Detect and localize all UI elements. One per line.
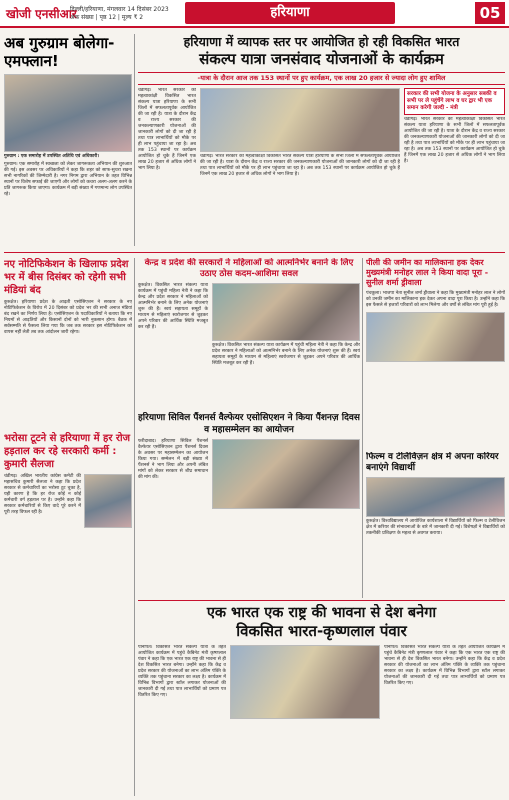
center-mid-body: कुरुक्षेत्र। विकसित भारत संकल्प यात्रा कार्यक्रम में पहुंची महिला नेत्री ने कहा कि केन्द्र और प्रदेश सरकार ने महिलाओं को आत्मनिर्भर बनाने के लिए अनेक योजनाएं शुरू की हैं। स्वयं सहायता समूहों के माध्यम से महिलाएं स्वरोजगार से जुड़कर अपने परिवार की आर्थिक स्थिति मजबूत कर रही हैं। <box>138 283 208 330</box>
selja-photo <box>84 474 132 528</box>
bottom-body-col1: पानीपत। विकसित भारत संकल्प यात्रा के तहत आयोजित कार्यक्रम में पहुंचे कैबिनेट मंत्री कृष्णलाल पंवार ने कहा कि एक भारत एक राष्ट्र की भावना से ही देश विकसित भारत बनेगा। उन्होंने कहा कि केंद्र व प्रदेश सरकार की योजनाओं का लाभ अंतिम पंक्ति के व्यक्ति तक पहुंचाना सरकार का लक्ष्य है। कार्यक्रम में विभिन्न विभागों द्वारा स्टॉल लगाकर योजनाओं की जानकारी दी गई तथा पात्र लाभार्थियों को प्रमाण पत्र वितरित किए गए। <box>138 645 226 698</box>
left-top-story <box>4 34 132 234</box>
masthead-edition: अंक संख्या | पृष्ठ 12 | मूल्य ₹ 2 <box>70 14 144 21</box>
center-low-headline: हरियाणा सिविल पैंशनर्स वैल्फेयर एसोसिएशन ने किया पैंशनज़ दिवस व महासम्मेलन का आयोजन <box>138 413 360 435</box>
bottom-photo <box>230 645 380 719</box>
left-mid-body: कुरुक्षेत्र। हरियाणा प्रदेश के आढ़ती एसोसिएशन ने सरकार के नए नोटिफिकेशन के विरोध में 20 दिसंबर को प्रदेश भर की सभी अनाज मंडियां बंद रखने का निर्णय लिया है। एसोसिएशन के पदाधिकारियों ने बताया कि नए नियमों से आढ़तियों और किसानों दोनों को भारी नुकसान होगा। बैठक में सर्वसम्मति से फैसला लिया गया कि जब तक सरकार इस नोटिफिकेशन को वापस नहीं लेती तब तक आंदोलन जारी रहेगा। <box>4 300 132 335</box>
section-title: हरियाणा <box>185 2 395 24</box>
main-subhead: -यात्रा के दौरान आज तक 153 स्थानों पर हुए कार्यक्रम, एक लाख 20 हजार से ज्यादा लोग हुए शामिल <box>138 72 505 85</box>
right-mid-body: पंचकूला। भाजपा नेता सुनील शर्मा ड्रीवाला ने कहा कि मुख्यमंत्री मनोहर लाल ने लोगों को उनकी जमीन का मालिकाना हक देकर अपना वादा पूरा किया है। उन्होंने कहा कि इस फैसले से हजारों परिवारों को लाभ मिलेगा और वर्षों से लंबित मांग पूरी हुई है। <box>366 291 505 308</box>
left-bottom-story <box>4 432 132 796</box>
left-mid-headline: नए नोटिफिकेशन के खिलाफ प्रदेश भर में बीस दिसंबर को रहेगी सभी मंडियां बंद <box>4 259 129 296</box>
right-low-photo <box>366 477 505 517</box>
newspaper-logo: खोजी एनसीआर <box>6 7 77 21</box>
main-headline-line2: संकल्प यात्रा जनसंवाद योजनाओं के कार्यक्रम <box>199 50 444 68</box>
main-banner-story <box>138 34 505 254</box>
bottom-banner-story <box>138 604 505 796</box>
left-mid-story <box>4 258 132 428</box>
main-body-col1: चंडीगढ़। भारत सरकार की महत्वाकांक्षी विकसित भारत संकल्प यात्रा हरियाणा के सभी जिलों में सफलतापूर्वक आयोजित की जा रही है। यात्रा के दौरान केंद्र व राज्य सरकार की जनकल्याणकारी योजनाओं की जानकारी लोगों को दी जा रही है तथा पात्र लाभार्थियों को मौके पर ही लाभ पहुंचाया जा रहा है। अब तक 153 स्थानों पर कार्यक्रम आयोजित हो चुके हैं जिनमें एक लाख 20 हजार से अधिक लोगों ने भाग लिया है। <box>138 88 196 171</box>
right-mid-headline: पीली की जमीन का मालिकाना हक देकर मुख्यमंत्री मनोहर लाल ने किया वादा पूरा - सुनील शर्मा ड्रीवाला <box>366 258 489 287</box>
center-mid-body-2: कुरुक्षेत्र। विकसित भारत संकल्प यात्रा कार्यक्रम में पहुंची महिला नेत्री ने कहा कि केन्द्र और प्रदेश सरकार ने महिलाओं को आत्मनिर्भर बनाने के लिए अनेक योजनाएं शुरू की हैं। स्वयं सहायता समूहों के माध्यम से महिलाएं स्वरोजगार से जुड़कर अपने परिवार की आर्थिक स्थिति मजबूत कर रही हैं। <box>212 343 360 366</box>
left-top-body: गुरुग्राम। एक समारोह में स्वच्छता को लेकर जागरूकता अभियान की शुरुआत की गई। इस अवसर पर अधिकारियों ने कहा कि शहर को साफ-सुथरा रखना सभी नागरिकों की जिम्मेदारी है। नगर निगम द्वारा अभियान के तहत विभिन्न स्थानों पर विशेष सफाई की जाएगी और लोगों को कचरा अलग-अलग करने के प्रति जागरूक किया जाएगा। कार्यक्रम में बड़ी संख्या में गणमान्य लोग उपस्थित रहे। <box>4 162 132 197</box>
right-mid-photo <box>366 312 505 362</box>
bottom-body-col2: पानीपत। विकसित भारत संकल्प यात्रा के तहत आयोजित कार्यक्रम में पहुंचे कैबिनेट मंत्री कृष्णलाल पंवार ने कहा कि एक भारत एक राष्ट्र की भावना से ही देश विकसित भारत बनेगा। उन्होंने कहा कि केंद्र व प्रदेश सरकार की योजनाओं का लाभ अंतिम पंक्ति के व्यक्ति तक पहुंचाना सरकार का लक्ष्य है। कार्यक्रम में विभिन्न विभागों द्वारा स्टॉल लगाकर योजनाओं की जानकारी दी गई तथा पात्र लाभार्थियों को प्रमाण पत्र वितरित किए गए। <box>384 645 505 686</box>
left-bottom-headline: भरोसा टूटने से हरियाणा में हर रोज हड़ताल कर रहे सरकारी कर्मी : कुमारी सैलजा <box>4 433 131 470</box>
main-headline-line1: हरियाणा में व्यापक स्तर पर आयोजित हो रही विकसित भारत <box>183 34 460 49</box>
center-mid-story <box>138 258 360 408</box>
center-mid-headline: केन्द्र व प्रदेश की सरकारों ने महिलाओं को आत्मनिर्भर बनाने के लिए उठाए ठोस कदम-आशिमा सवल <box>144 258 354 279</box>
page-number: 05 <box>475 2 505 24</box>
right-low-headline: फिल्म व टेलिविज़न क्षेत्र में अपना करियर बनाएंगे विद्यार्थी <box>366 452 499 473</box>
left-bottom-body: चंडीगढ़। अखिल भारतीय कांग्रेस कमेटी की महासचिव कुमारी सैलजा ने कहा कि प्रदेश सरकार से कर्मचारियों का भरोसा टूट चुका है, यही कारण है कि हर रोज कोई न कोई कर्मचारी वर्ग हड़ताल पर है। उन्होंने कहा कि सरकार कर्मचारियों से किए वादे पूरे करने में पूरी तरह विफल रही है। <box>4 474 81 515</box>
center-low-story <box>138 412 360 598</box>
masthead-subline <box>70 6 169 22</box>
masthead <box>0 0 509 28</box>
center-low-photo <box>212 439 360 509</box>
main-photo-van <box>200 88 400 152</box>
center-mid-photo <box>212 283 360 341</box>
left-top-caption: गुरुग्राम : एक समारोह में उपस्थित अतिथि एवं अधिकारी। <box>4 154 100 159</box>
main-body-col2: चंडीगढ़। भारत सरकार की महत्वाकांक्षी विकसित भारत संकल्प यात्रा हरियाणा के सभी जिलों में सफलतापूर्वक आयोजित की जा रही है। यात्रा के दौरान केंद्र व राज्य सरकार की जनकल्याणकारी योजनाओं की जानकारी लोगों को दी जा रही है तथा पात्र लाभार्थियों को मौके पर ही लाभ पहुंचाया जा रहा है। अब तक 153 स्थानों पर कार्यक्रम आयोजित हो चुके हैं जिनमें एक लाख 20 हजार से अधिक लोगों ने भाग लिया है। <box>200 154 400 177</box>
right-low-story <box>366 452 505 598</box>
center-low-body: फरीदाबाद। हरियाणा सिविल पैंशनर्स वैल्फेयर एसोसिएशन द्वारा पैंशनर्स दिवस के अवसर पर महासम्मेलन का आयोजन किया गया। सम्मेलन में बड़ी संख्या में पैंशनर्स ने भाग लिया और अपनी लंबित मांगों को लेकर सरकार से शीघ्र समाधान की मांग की। <box>138 439 208 480</box>
left-top-photo <box>4 74 132 152</box>
bottom-headline-line2: विकसित भारत-कृष्णलाल पंवार <box>236 622 407 640</box>
left-top-headline: अब गुरुग्राम बोलेगा-एमफ्लान! <box>4 34 115 70</box>
masthead-dateline: दिल्ली/हरियाणा, मंगलवार 14 दिसंबर 2023 <box>70 6 169 13</box>
main-body-col3: चंडीगढ़। भारत सरकार की महत्वाकांक्षी विकसित भारत संकल्प यात्रा हरियाणा के सभी जिलों में सफलतापूर्वक आयोजित की जा रही है। यात्रा के दौरान केंद्र व राज्य सरकार की जनकल्याणकारी योजनाओं की जानकारी लोगों को दी जा रही है तथा पात्र लाभार्थियों को मौके पर ही लाभ पहुंचाया जा रहा है। अब तक 153 स्थानों पर कार्यक्रम आयोजित हो चुके हैं जिनमें एक लाख 20 हजार से अधिक लोगों ने भाग लिया है। <box>404 117 505 164</box>
main-side-box: सरकार की सभी योजना के अनुसार सबकी व सभी पर ले पहुंचेंगे लाभ व घर द्वार भी एक समान करेगी जल्दी - मंत्री <box>404 88 505 115</box>
right-mid-story <box>366 258 505 448</box>
bottom-headline-line1: एक भारत एक राष्ट्र की भावना से देश बनेगा <box>206 605 437 621</box>
right-low-body: कुरुक्षेत्र। विश्वविद्यालय में आयोजित कार्यशाला में विद्यार्थियों को फिल्म व टेलीविजन क्षेत्र में करियर की संभावनाओं के बारे में जानकारी दी गई। विशेषज्ञों ने विद्यार्थियों को तकनीकी प्रशिक्षण के महत्व से अवगत कराया। <box>366 519 505 536</box>
